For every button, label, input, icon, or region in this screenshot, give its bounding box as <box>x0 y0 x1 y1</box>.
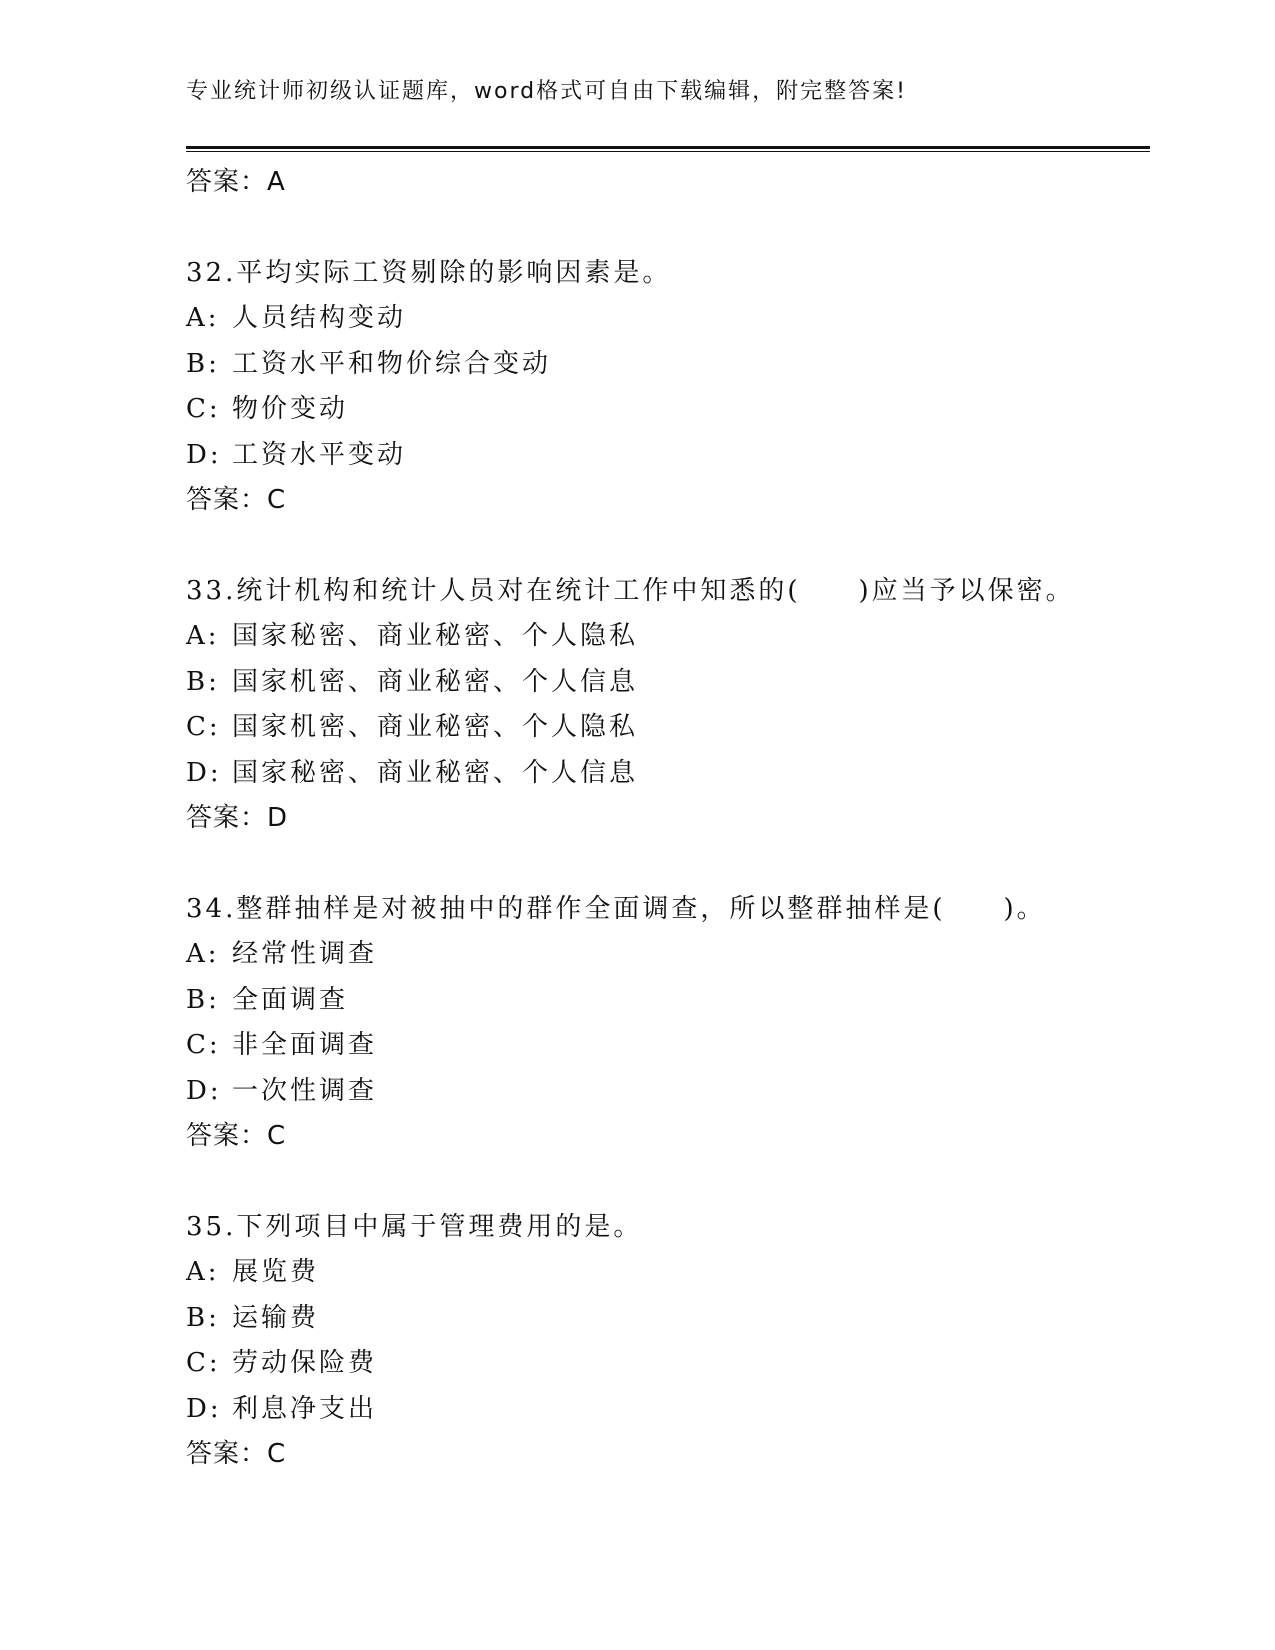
question-block <box>186 251 1150 524</box>
option-text: 利息净支出 <box>232 1393 378 1424</box>
option-letter: A: <box>186 621 220 651</box>
option-letter: D: <box>186 1393 222 1424</box>
option-text: 国家秘密、商业秘密、个人隐私 <box>232 621 639 651</box>
answer-line: 答案：C <box>186 485 287 515</box>
option-line <box>186 387 1150 433</box>
option-letter: A: <box>186 939 220 969</box>
option-letter: B: <box>186 666 220 697</box>
question-gap <box>186 1160 1150 1205</box>
option-text: 劳动保险费 <box>232 1348 378 1378</box>
answer-line: 答案：C <box>186 1439 287 1469</box>
option-letter: C: <box>186 394 221 424</box>
option-line <box>186 1250 1150 1296</box>
option-letter: C: <box>186 712 221 742</box>
option-line <box>186 751 1150 797</box>
option-text: 人员结构变动 <box>232 303 407 333</box>
option-line <box>186 296 1150 342</box>
option-text: 全面调查 <box>232 984 349 1015</box>
option-text: 运输费 <box>232 1302 320 1333</box>
option-letter: B: <box>186 348 220 379</box>
option-letter: D: <box>186 439 222 470</box>
question-content <box>186 160 1150 1478</box>
option-text: 一次性调查 <box>232 1075 378 1106</box>
option-letter: B: <box>186 984 220 1015</box>
option-text: 国家机密、商业秘密、个人隐私 <box>232 712 639 742</box>
option-letter: D: <box>186 757 222 788</box>
option-letter: D: <box>186 1075 222 1106</box>
answer-line: 答案：D <box>186 803 289 833</box>
option-line <box>186 932 1150 978</box>
option-letter: C: <box>186 1030 221 1060</box>
question-stem: 34.整群抽样是对被抽中的群作全面调查，所以整群抽样是( )。 <box>186 893 1046 924</box>
option-text: 工资水平和物价综合变动 <box>232 348 552 379</box>
option-line <box>186 1387 1150 1433</box>
question-block <box>186 1205 1150 1478</box>
question-gap <box>186 842 1150 887</box>
option-line <box>186 614 1150 660</box>
question-stem: 32.平均实际工资剔除的影响因素是。 <box>186 257 672 288</box>
header-rule-thick <box>186 146 1150 149</box>
option-line <box>186 1023 1150 1069</box>
option-text: 展览费 <box>232 1257 320 1287</box>
option-line <box>186 660 1150 706</box>
option-letter: B: <box>186 1302 220 1333</box>
answer-line: 答案：C <box>186 1121 287 1151</box>
option-text: 非全面调查 <box>232 1030 378 1060</box>
question-stem: 33.统计机构和统计人员对在统计工作中知悉的( )应当予以保密。 <box>186 575 1075 606</box>
question-gap <box>186 524 1150 569</box>
option-line <box>186 1296 1150 1342</box>
question-stem: 35.下列项目中属于管理费用的是。 <box>186 1211 643 1242</box>
option-line <box>186 1341 1150 1387</box>
option-line <box>186 705 1150 751</box>
option-letter: C: <box>186 1348 221 1378</box>
option-text: 工资水平变动 <box>232 439 407 470</box>
option-text: 国家机密、商业秘密、个人信息 <box>232 666 639 697</box>
question-block <box>186 569 1150 842</box>
option-line <box>186 433 1150 479</box>
header-rule-thin <box>186 151 1150 152</box>
question-gap <box>186 206 1150 251</box>
option-letter: A: <box>186 1257 220 1287</box>
option-line <box>186 342 1150 388</box>
option-line <box>186 978 1150 1024</box>
option-text: 物价变动 <box>232 394 349 424</box>
option-text: 经常性调查 <box>232 939 378 969</box>
question-block <box>186 887 1150 1160</box>
option-line <box>186 1069 1150 1115</box>
page-header: 专业统计师初级认证题库，word格式可自由下载编辑，附完整答案! <box>186 79 907 104</box>
answer-line: 答案：A <box>186 167 286 197</box>
option-text: 国家秘密、商业秘密、个人信息 <box>232 757 639 788</box>
option-letter: A: <box>186 303 220 333</box>
